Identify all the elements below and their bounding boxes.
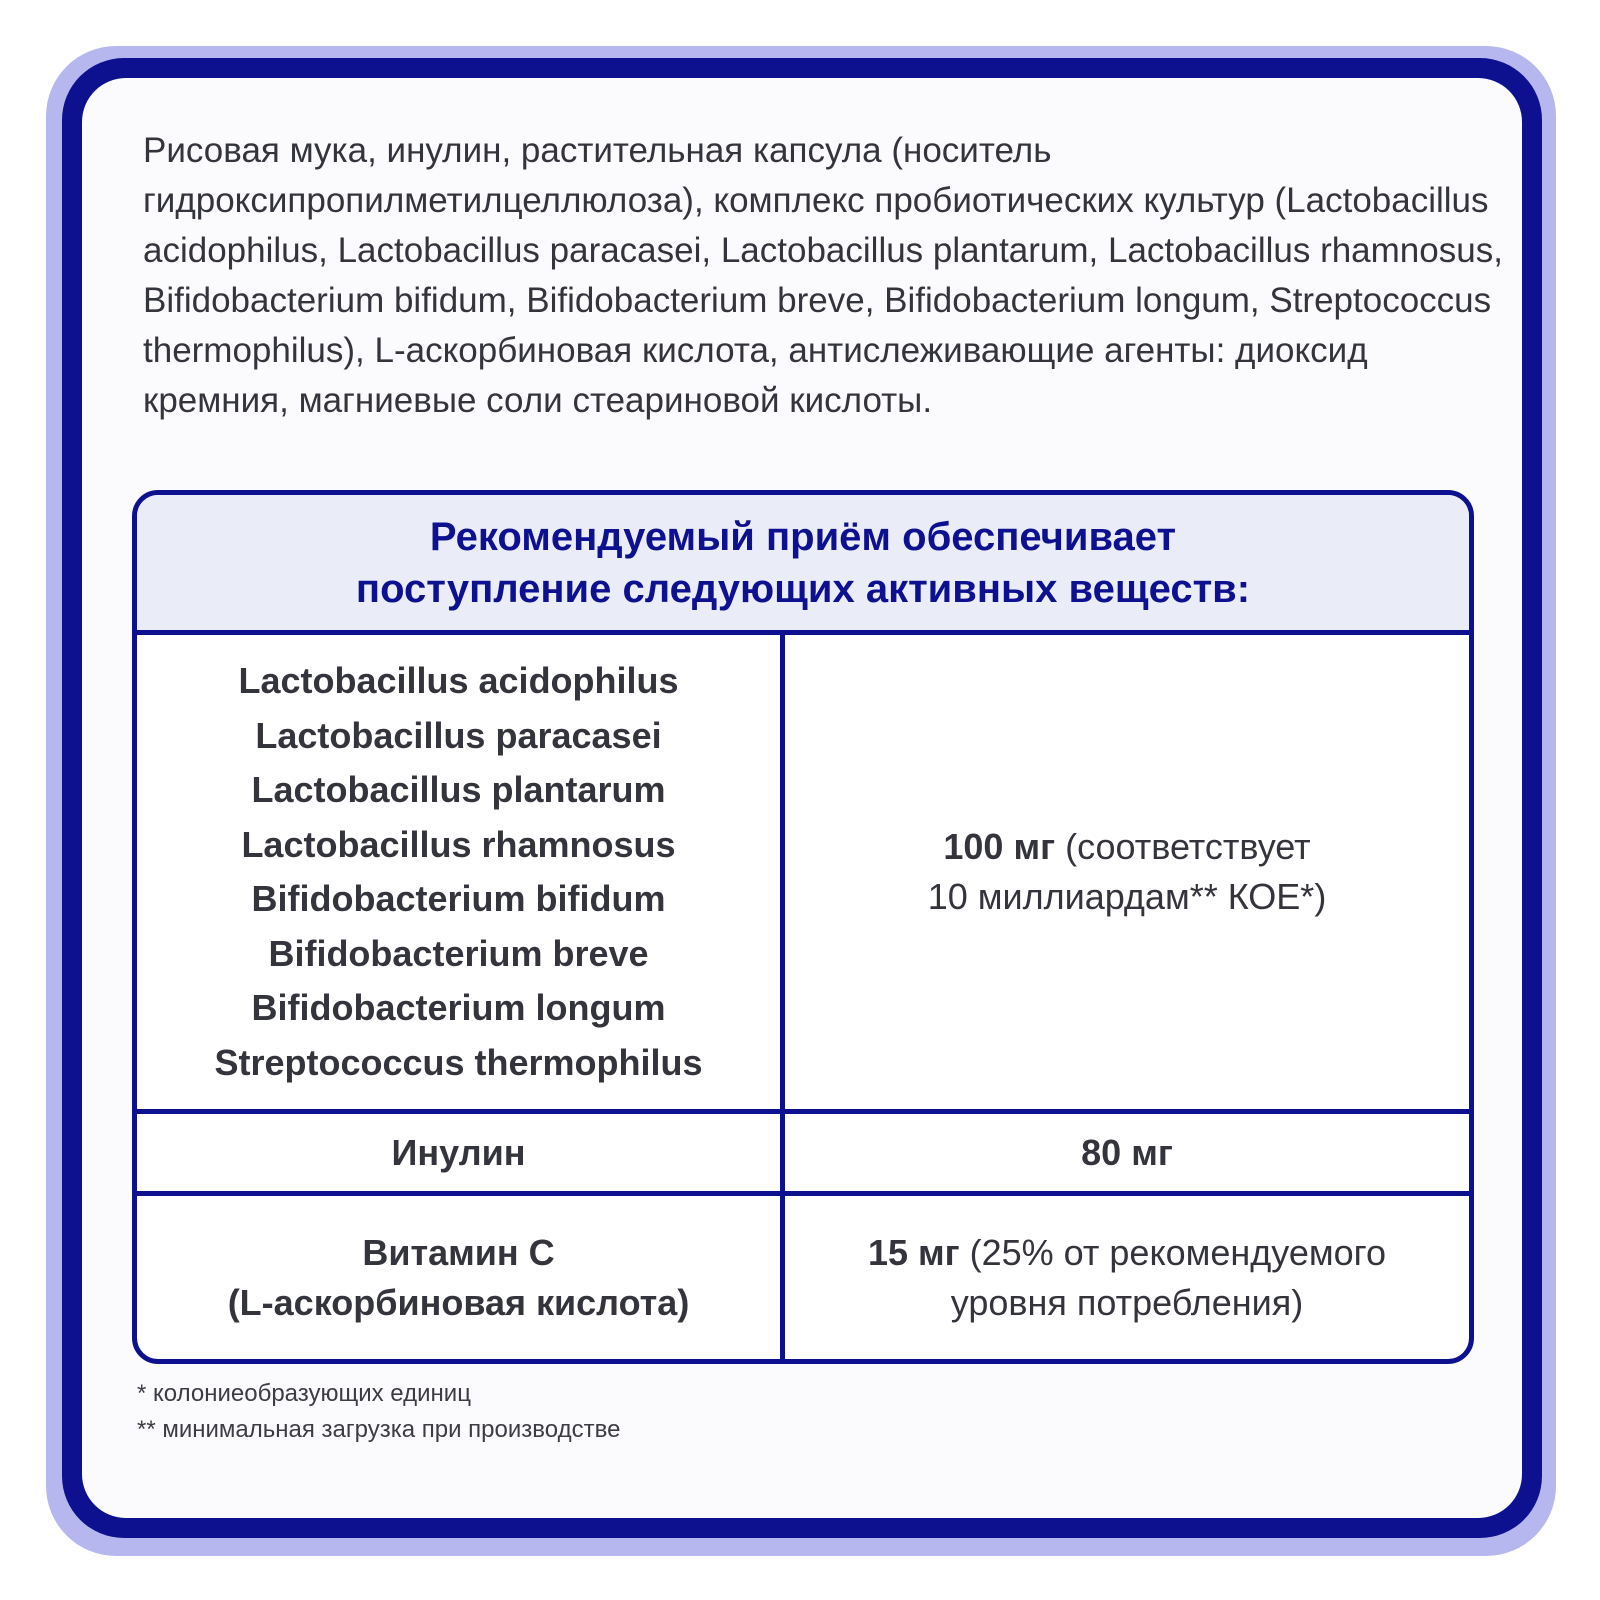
active-substances-table xyxy=(132,490,1474,1364)
probiotic-amount-cell xyxy=(785,635,1469,1109)
strain-name: Bifidobacterium breve xyxy=(268,932,649,974)
inulin-amount-text: 80 мг xyxy=(1081,1131,1173,1173)
vitamin-c-note-2: уровня потребления) xyxy=(950,1281,1304,1323)
probiotic-amount: 100 мг xyxy=(943,826,1056,867)
strain-name: Lactobacillus acidophilus xyxy=(238,660,679,701)
vitamin-c-amount: 15 мг xyxy=(867,1231,960,1273)
vitamin-c-label xyxy=(137,1196,780,1359)
composition-text: Рисовая мука, инулин, растительная капсула (носитель гидроксипропилметилцеллюлоза), комплекс пробиотических культур (Lactobacillus acidophilus, Lactobacillus paracasei, Lactobacillus plantarum, Lactobacillus rhamnosus, Bifidobacterium bifidum, Bifidobacterium breve, Bifidobacterium longum, Streptococcus thermophilus), L-аскорбиновая кислота, антислеживающие агенты: диоксид кремния, магниевые соли стеариновой кислоты. xyxy=(143,131,1503,420)
vitamin-c-name: Витамин С xyxy=(362,1231,555,1273)
vitamin-c-amount-cell xyxy=(785,1196,1469,1359)
footnote-cfu: * колониеобразующих единиц xyxy=(137,1380,471,1407)
table-header xyxy=(137,495,1469,635)
probiotic-cfu-note: 10 миллиардам** КОЕ*) xyxy=(927,876,1327,917)
strain-name: Bifidobacterium bifidum xyxy=(251,878,666,919)
strain-name: Bifidobacterium longum xyxy=(251,987,666,1028)
inulin-amount xyxy=(785,1114,1469,1191)
inulin-label-text: Инулин xyxy=(391,1131,526,1173)
footnote-minimal: ** минимальная загрузка при производстве xyxy=(137,1416,621,1443)
strain-name: Lactobacillus plantarum xyxy=(251,769,666,810)
strain-name: Lactobacillus paracasei xyxy=(255,714,662,756)
strain-name: Lactobacillus rhamnosus xyxy=(241,823,676,865)
table-title-line-2: поступление следующих активных веществ: xyxy=(355,566,1251,611)
probiotic-amount-line xyxy=(943,822,1310,872)
strains-cell xyxy=(137,635,780,1109)
inulin-label xyxy=(137,1114,780,1191)
table-title-line-1: Рекомендуемый приём обеспечивает xyxy=(429,514,1177,559)
vitamin-c-note: (25% от рекомендуемого xyxy=(969,1231,1387,1273)
vitamin-c-chemical-name: (L-аскорбиновая кислота) xyxy=(227,1281,690,1323)
vitamin-c-amount-line xyxy=(868,1228,1386,1278)
probiotic-note: (соответствует xyxy=(1065,826,1311,867)
strain-name: Streptococcus thermophilus xyxy=(214,1041,703,1083)
